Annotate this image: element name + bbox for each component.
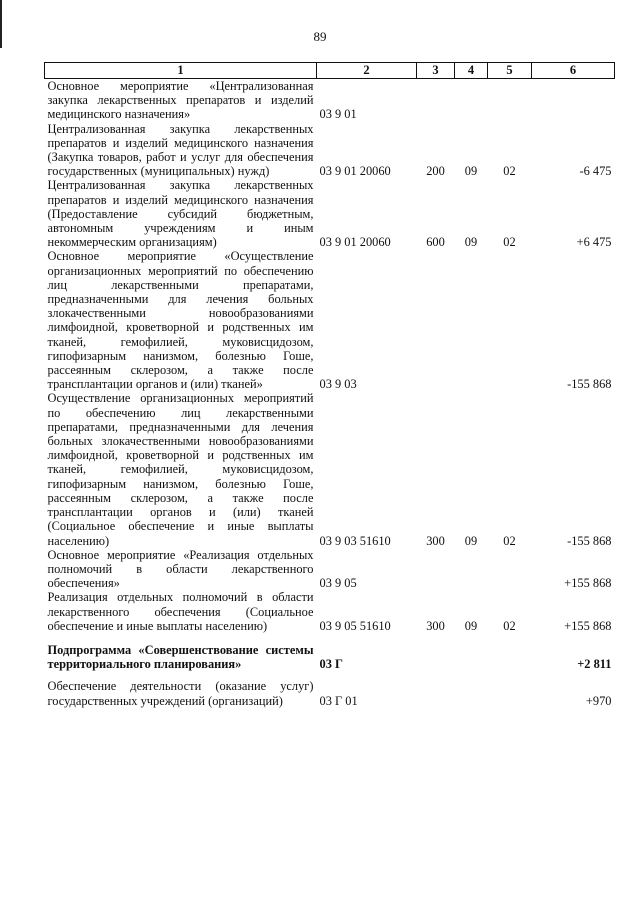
row-col-4 (455, 548, 488, 591)
row-description: Обеспечение деятельности (оказание услуг) государственных учреждений (организаций) (47, 679, 314, 708)
row-amount: +970 (585, 693, 612, 708)
row-code: 03 Г (319, 657, 343, 672)
header-col-2: 2 (317, 63, 417, 79)
row-col-4 (455, 633, 488, 673)
row-description: Подпрограмма «Совершенствование системы территориального планирования» (47, 642, 314, 672)
row-amount: +6 475 (576, 235, 612, 250)
row-code: 03 Г 01 (319, 693, 358, 708)
header-col-6: 6 (532, 63, 615, 79)
header-col-4: 4 (455, 63, 488, 79)
row-description: Реализация отдельных полномочий в области лекарственного обеспечения (Социальное обеспечение и иные выплаты населению) (47, 590, 314, 633)
row-col-4 (455, 249, 488, 391)
row-amount: -6 475 (579, 164, 612, 179)
row-code: 03 9 05 (319, 576, 357, 591)
row-col-4: 09 (464, 618, 478, 633)
header-col-1: 1 (45, 63, 317, 79)
header-col-5: 5 (488, 63, 532, 79)
row-col-3 (417, 548, 455, 591)
table-row (45, 122, 615, 179)
row-col-3 (417, 673, 455, 707)
row-amount: +155 868 (564, 576, 612, 591)
row-col-4: 09 (464, 235, 478, 250)
budget-table (44, 62, 615, 708)
row-col-5: 02 (503, 533, 516, 548)
subprogram-row (45, 633, 615, 673)
row-amount: -155 868 (567, 533, 612, 548)
table-row (45, 673, 615, 707)
row-col-5: 02 (503, 164, 516, 179)
row-col-4: 09 (464, 164, 478, 179)
row-code: 03 9 01 (319, 107, 357, 122)
row-code: 03 9 01 20060 (319, 235, 391, 250)
row-code: 03 9 03 (319, 377, 357, 392)
row-col-3 (417, 249, 455, 391)
row-col-3: 600 (426, 235, 445, 250)
row-code: 03 9 01 20060 (319, 164, 391, 179)
row-description: Централизованная закупка лекарственных препаратов и изделий медицинского назначения (Закупка товаров, работ и услуг для обеспечения государственных (муниципальных) нужд) (47, 121, 314, 179)
row-col-3: 300 (426, 618, 445, 633)
row-description: Осуществление организационных мероприятий по обеспечению лиц лекарственными препаратами, предназначенными для лечения больных злокачественными новообразованиями лимфоидной, кроветворной и родственных им тканей, гемофилией, муковисцидозом, гипофизарным нанизмом, болезнью Гоше, рассеянным склерозом, а также после трансплантации органов и (или) тканей (Социальное обеспечение и иные выплаты населению) (47, 391, 314, 548)
row-amount (532, 79, 615, 122)
row-col-4 (455, 79, 488, 122)
row-col-5 (488, 249, 532, 391)
row-amount: +2 811 (577, 657, 612, 672)
row-description: Централизованная закупка лекарственных препаратов и изделий медицинского назначения (Предоставление субсидий бюджетным, автономным учреждениям и иным некоммерческим организациям) (47, 178, 314, 250)
row-col-3 (417, 633, 455, 673)
header-col-3: 3 (417, 63, 455, 79)
row-description: Основное мероприятие «Централизованная закупка лекарственных препаратов и изделий медицинского назначения» (47, 79, 314, 122)
row-description: Основное мероприятие «Осуществление организационных мероприятий по обеспечению лиц лекарственными препаратами, предназначенными для лечения больных злокачественными новообразованиями лимфоидной, кроветворной и родственных им тканей, гемофилией, муковисцидозом, гипофизарным нанизмом, болезнью Гоше, рассеянным склерозом, а также после трансплантации органов и (или) тканей» (47, 249, 314, 392)
row-col-5 (488, 673, 532, 707)
row-code: 03 9 05 51610 (319, 618, 391, 633)
row-col-4 (455, 673, 488, 707)
table-row (45, 391, 615, 547)
row-col-4: 09 (464, 533, 478, 548)
table-row (45, 79, 615, 122)
row-col-3: 300 (426, 533, 445, 548)
row-amount: -155 868 (567, 377, 612, 392)
table-row (45, 178, 615, 249)
row-description: Основное мероприятие «Реализация отдельных полномочий в области лекарственного обеспечения» (47, 547, 314, 591)
table-row (45, 548, 615, 591)
row-col-3 (417, 79, 455, 122)
row-col-3: 200 (426, 164, 445, 179)
row-amount: +155 868 (564, 618, 612, 633)
row-col-5: 02 (503, 618, 516, 633)
table-header-row (45, 63, 615, 79)
table-row (45, 249, 615, 391)
row-code: 03 9 03 51610 (319, 533, 391, 548)
row-col-5 (488, 79, 532, 122)
row-col-5 (488, 548, 532, 591)
row-col-5 (488, 633, 532, 673)
table-row (45, 590, 615, 633)
row-col-5: 02 (503, 235, 516, 250)
page-number: 89 (313, 29, 327, 44)
